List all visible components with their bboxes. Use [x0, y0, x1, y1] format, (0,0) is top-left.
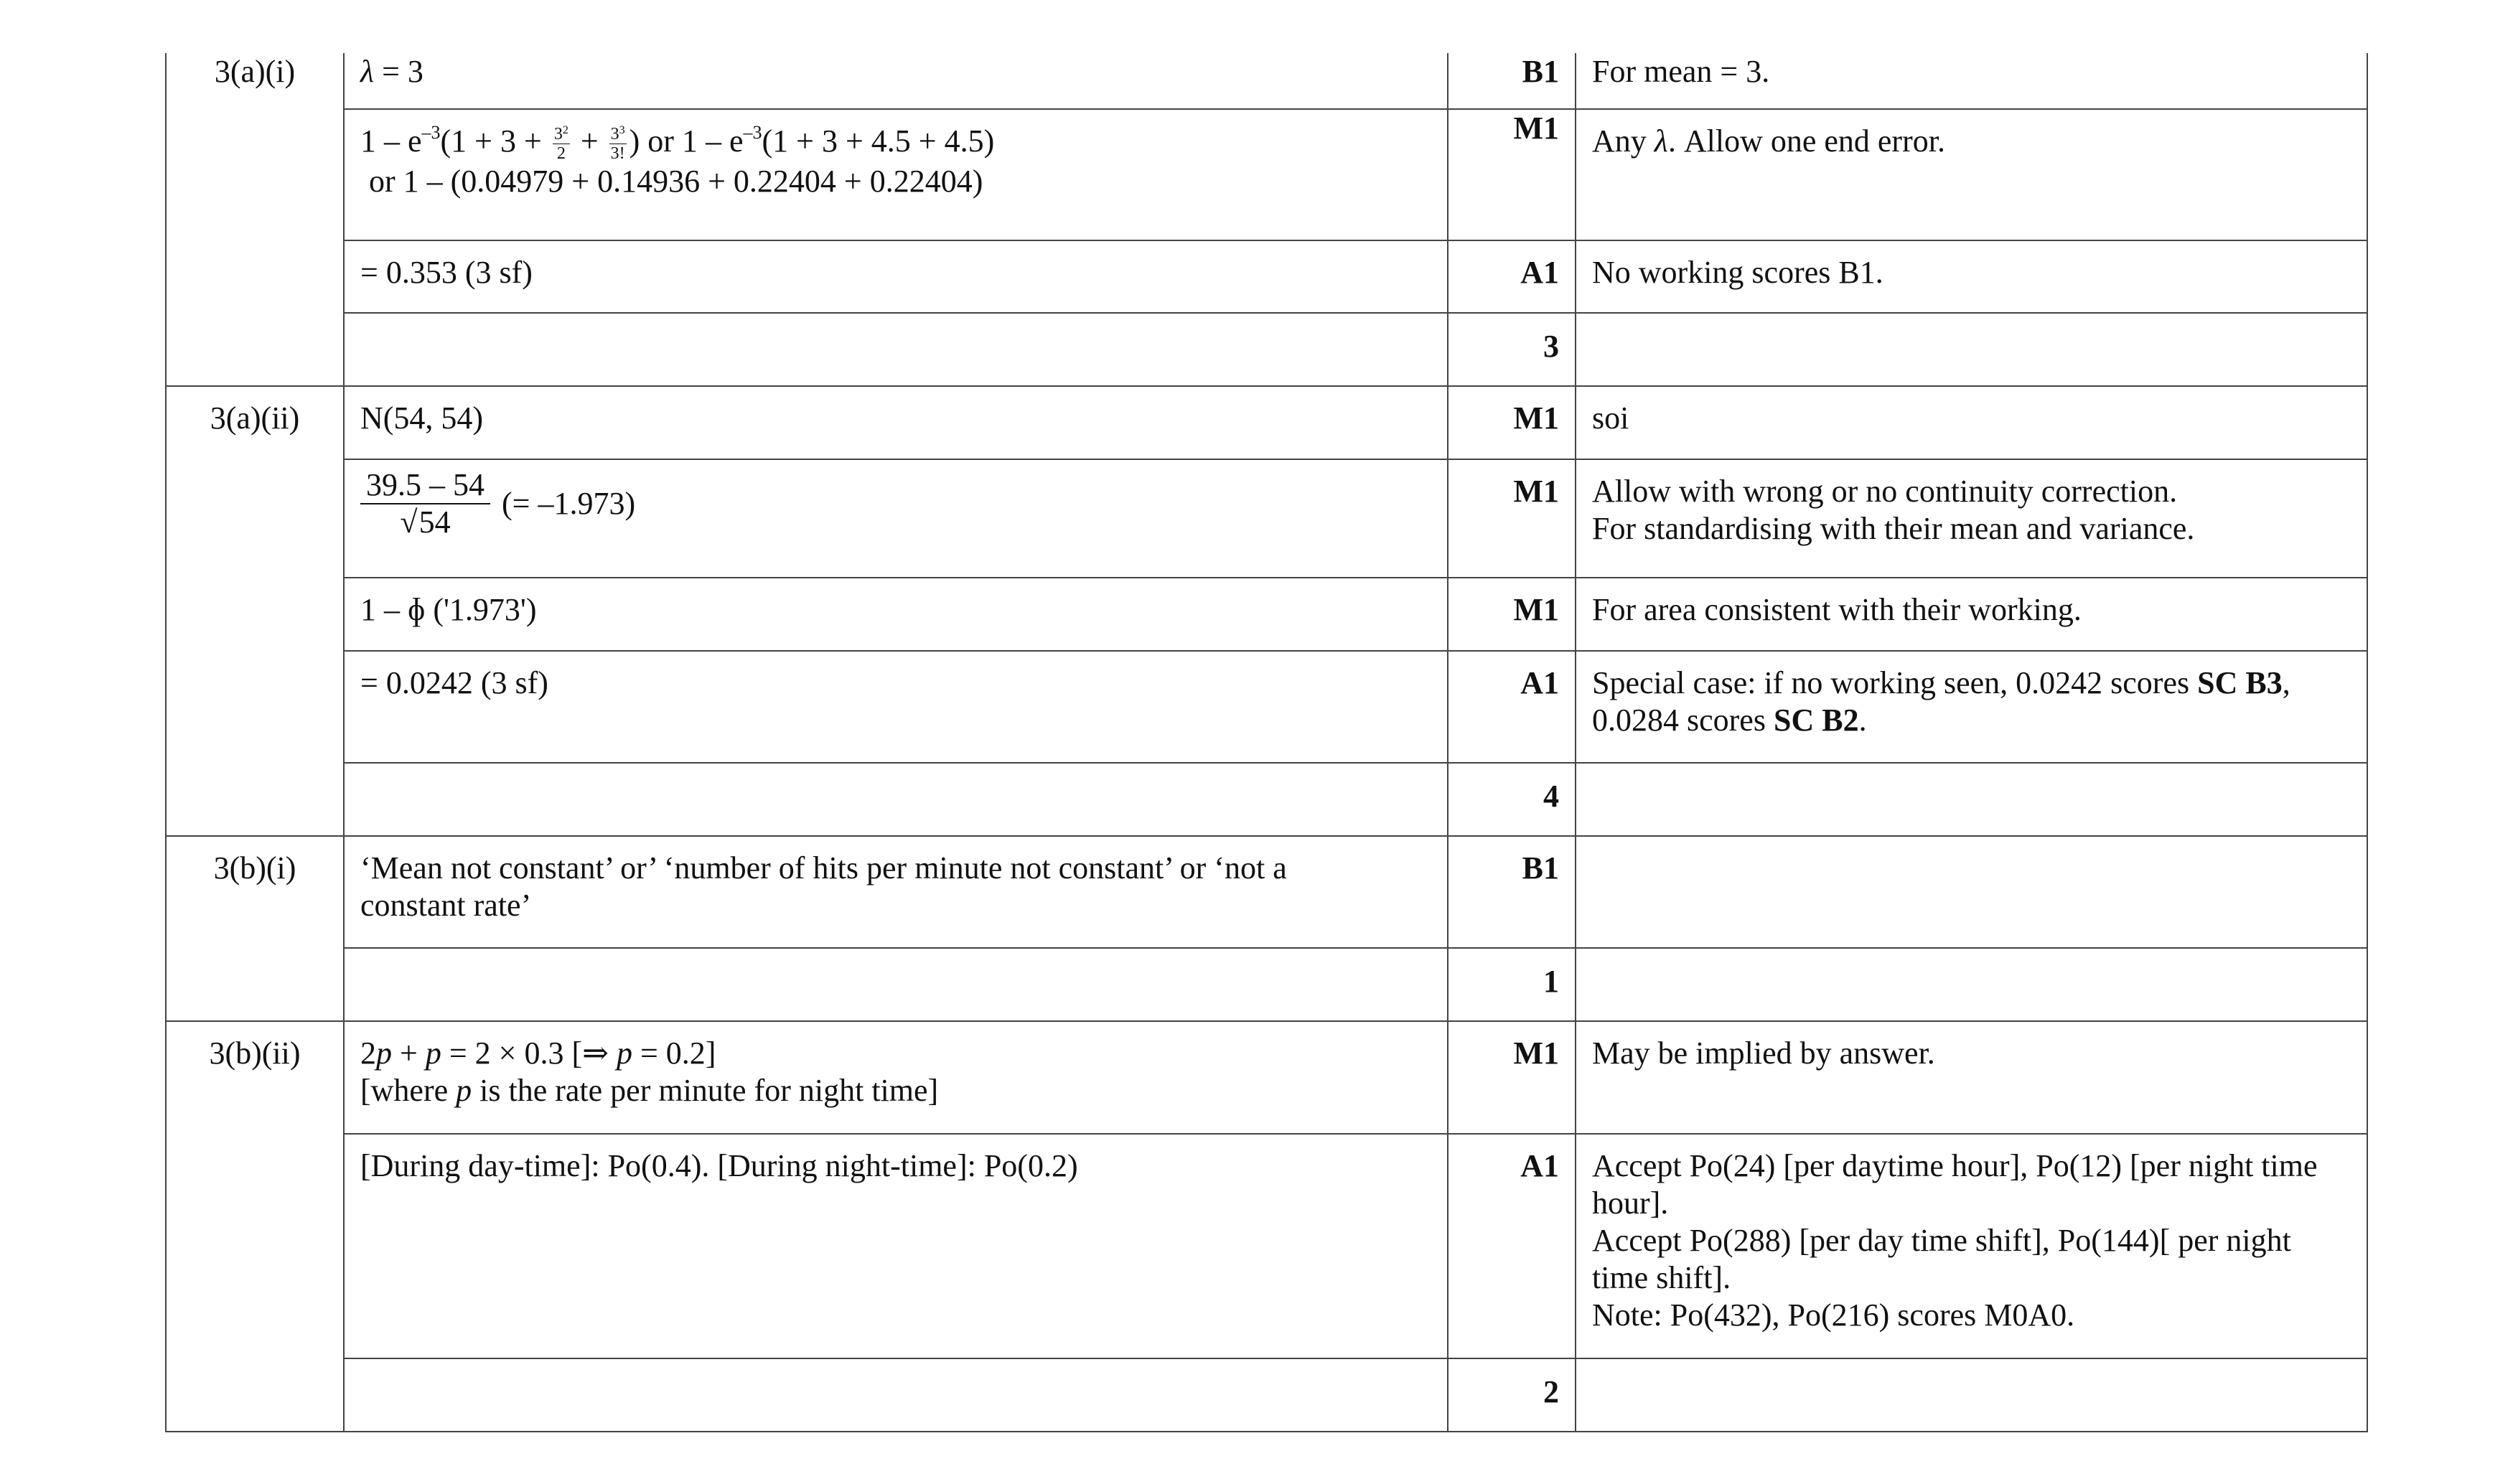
answer-text: N(54, 54) [360, 400, 484, 436]
exponent: 2 [562, 124, 568, 137]
answer-segment: is the rate per minute for night time] [472, 1073, 939, 1108]
guidance-text: soi [1592, 400, 1629, 436]
table-row [166, 313, 2367, 386]
answer-cell [344, 386, 1448, 459]
answer-segment: 1 – e [360, 123, 422, 159]
table-row [166, 109, 2367, 240]
guidance-cell [1576, 1134, 2367, 1358]
question-number: 3(a)(ii) [210, 400, 300, 436]
mark: M1 [1513, 474, 1559, 509]
guidance-text: No working scores B1. [1592, 255, 1883, 290]
guidance-cell [1576, 578, 2367, 651]
question-total: 4 [1543, 779, 1559, 814]
guidance-segment: , [2282, 665, 2290, 700]
answer-segment: [where [360, 1073, 457, 1108]
table-row [166, 836, 2367, 948]
answer-cell [344, 109, 1448, 240]
guidance-cell [1576, 313, 2367, 386]
guidance-cell [1576, 53, 2367, 109]
guidance-line: Accept Po(288) [per day time shift], Po(144)[ per night time shift]. [1592, 1223, 2291, 1295]
question-number: 3(a)(i) [214, 54, 296, 89]
table-row [166, 1134, 2367, 1358]
mark-cell [1448, 1134, 1576, 1358]
standardisation-expression [360, 460, 1431, 540]
guidance-segment: Any [1592, 123, 1655, 159]
variable-p: p [456, 1073, 472, 1108]
mark-scheme-table [165, 53, 2368, 1432]
guidance-cell [1576, 1021, 2367, 1134]
answer-cell [344, 1358, 1448, 1432]
answer-segment: = 0.2] [632, 1035, 716, 1071]
guidance-line [1592, 702, 2351, 739]
plus-sign: + [580, 123, 599, 159]
sqrt-radicand: 54 [418, 504, 451, 540]
variable-p: p [425, 1035, 441, 1071]
answer-cell [344, 240, 1448, 313]
answer-cell [344, 578, 1448, 651]
table-row [166, 1358, 2367, 1432]
answer-text: = 0.353 (3 sf) [360, 255, 533, 290]
mark: M1 [1513, 592, 1559, 627]
exponent: 3 [619, 124, 625, 137]
answer-line-2: or 1 – (0.04979 + 0.14936 + 0.22404 + 0.22404) [369, 164, 983, 199]
question-total: 1 [1543, 964, 1559, 999]
mark: A1 [1520, 665, 1559, 700]
guidance-line: For standardising with their mean and variance. [1592, 511, 2195, 546]
guidance-line [1592, 652, 2351, 702]
mark: A1 [1520, 1148, 1559, 1183]
guidance-text: For area consistent with their working. [1592, 592, 2082, 627]
table-row [166, 763, 2367, 836]
answer-line-1 [360, 110, 1431, 163]
total-cell [1448, 1358, 1576, 1432]
guidance-cell [1576, 386, 2367, 459]
variable-p: p [376, 1035, 392, 1071]
table-row [166, 578, 2367, 651]
mark-cell [1448, 1021, 1576, 1134]
answer-cell [344, 313, 1448, 386]
total-cell [1448, 313, 1576, 386]
mark-cell [1448, 386, 1576, 459]
answer-text: = 3 [374, 54, 423, 89]
table-row [166, 1021, 2367, 1134]
guidance-segment: 0.0284 scores [1592, 703, 1774, 738]
question-number: 3(b)(i) [213, 850, 296, 886]
guidance-cell [1576, 763, 2367, 836]
special-case-mark: SC B2 [1773, 703, 1859, 738]
guidance-text: May be implied by answer. [1592, 1035, 1935, 1071]
answer-text: 1 – ɸ ('1.973') [360, 592, 537, 627]
variable-p: p [616, 1035, 632, 1071]
answer-text: ‘Mean not constant’ or’ ‘number of hits per minute not constant’ or ‘not a constant rate’ [360, 850, 1287, 923]
exponent: –3 [421, 122, 441, 143]
answer-cell [344, 948, 1448, 1021]
guidance-segment: Special case: if no working seen, 0.0242 scores [1592, 665, 2198, 700]
question-number-cell [166, 53, 344, 386]
question-number-cell [166, 1021, 344, 1432]
guidance-cell [1576, 1358, 2367, 1432]
guidance-line: Allow with wrong or no continuity correction. [1592, 474, 2178, 509]
answer-segment: (= –1.973) [502, 486, 636, 521]
answer-cell [344, 1134, 1448, 1358]
question-total: 2 [1543, 1374, 1559, 1409]
guidance-cell [1576, 240, 2367, 313]
mark: M1 [1513, 1035, 1559, 1071]
fraction-numerator: 39.5 – 54 [360, 467, 490, 504]
answer-cell [344, 836, 1448, 948]
fraction-denominator: 3! [610, 144, 625, 164]
answer-lambda: λ [360, 54, 375, 89]
guidance-cell [1576, 836, 2367, 948]
exponent: –3 [743, 122, 762, 143]
mark-cell [1448, 240, 1576, 313]
total-cell [1448, 948, 1576, 1021]
mark: A1 [1520, 255, 1559, 290]
small-fraction [553, 125, 570, 163]
mark: M1 [1513, 111, 1559, 146]
table-row [166, 948, 2367, 1021]
fraction-denominator: √54 [400, 504, 451, 540]
guidance-segment: . [1858, 703, 1867, 738]
guidance-lambda: λ [1654, 123, 1668, 159]
question-total: 3 [1543, 329, 1559, 364]
answer-cell [344, 459, 1448, 578]
special-case-mark: SC B3 [2197, 665, 2283, 700]
question-number-cell [166, 836, 344, 1021]
answer-cell [344, 651, 1448, 763]
guidance-cell [1576, 109, 2367, 240]
mark: B1 [1522, 54, 1559, 89]
mark-cell [1448, 109, 1576, 240]
question-number: 3(b)(ii) [209, 1035, 301, 1071]
answer-cell [344, 53, 1448, 109]
question-number-cell [166, 386, 344, 836]
answer-text: [During day-time]: Po(0.4). [During night-time]: Po(0.2) [360, 1148, 1078, 1183]
mark: M1 [1513, 400, 1559, 436]
mark-cell [1448, 651, 1576, 763]
answer-segment: + [392, 1035, 426, 1071]
guidance-text [1592, 110, 2351, 160]
fraction-denominator: 2 [556, 144, 566, 164]
answer-cell [344, 1021, 1448, 1134]
table-row [166, 53, 2367, 109]
mark-cell [1448, 836, 1576, 948]
table-row [166, 651, 2367, 763]
answer-line-1 [360, 1022, 1431, 1072]
mark-cell [1448, 53, 1576, 109]
answer-segment: (1 + 3 + [440, 123, 542, 159]
table-row [166, 240, 2367, 313]
guidance-line: Note: Po(432), Po(216) scores M0A0. [1592, 1297, 2075, 1333]
fraction-numerator: 3 [553, 125, 563, 144]
guidance-text: For mean = 3. [1592, 54, 1770, 89]
guidance-segment: . Allow one end error. [1667, 123, 1945, 159]
answer-line-2 [360, 1072, 1431, 1109]
table-row [166, 386, 2367, 459]
guidance-line: Accept Po(24) [per daytime hour], Po(12) [per night time hour]. [1592, 1148, 2318, 1221]
mark-cell [1448, 578, 1576, 651]
guidance-cell [1576, 459, 2367, 578]
table-row [166, 459, 2367, 578]
answer-segment: (1 + 3 + 4.5 + 4.5) [762, 123, 995, 159]
answer-text: = 0.0242 (3 sf) [360, 665, 548, 700]
answer-segment: 2 [360, 1035, 376, 1071]
mark-cell [1448, 459, 1576, 578]
total-cell [1448, 763, 1576, 836]
guidance-cell [1576, 651, 2367, 763]
small-fraction [609, 125, 627, 163]
answer-segment: ) or 1 – e [629, 123, 744, 159]
guidance-cell [1576, 948, 2367, 1021]
answer-cell [344, 763, 1448, 836]
answer-segment: = 2 × 0.3 [⇒ [441, 1035, 617, 1071]
fraction-numerator: 3 [610, 125, 619, 144]
mark: B1 [1522, 850, 1559, 886]
fraction [360, 467, 490, 540]
